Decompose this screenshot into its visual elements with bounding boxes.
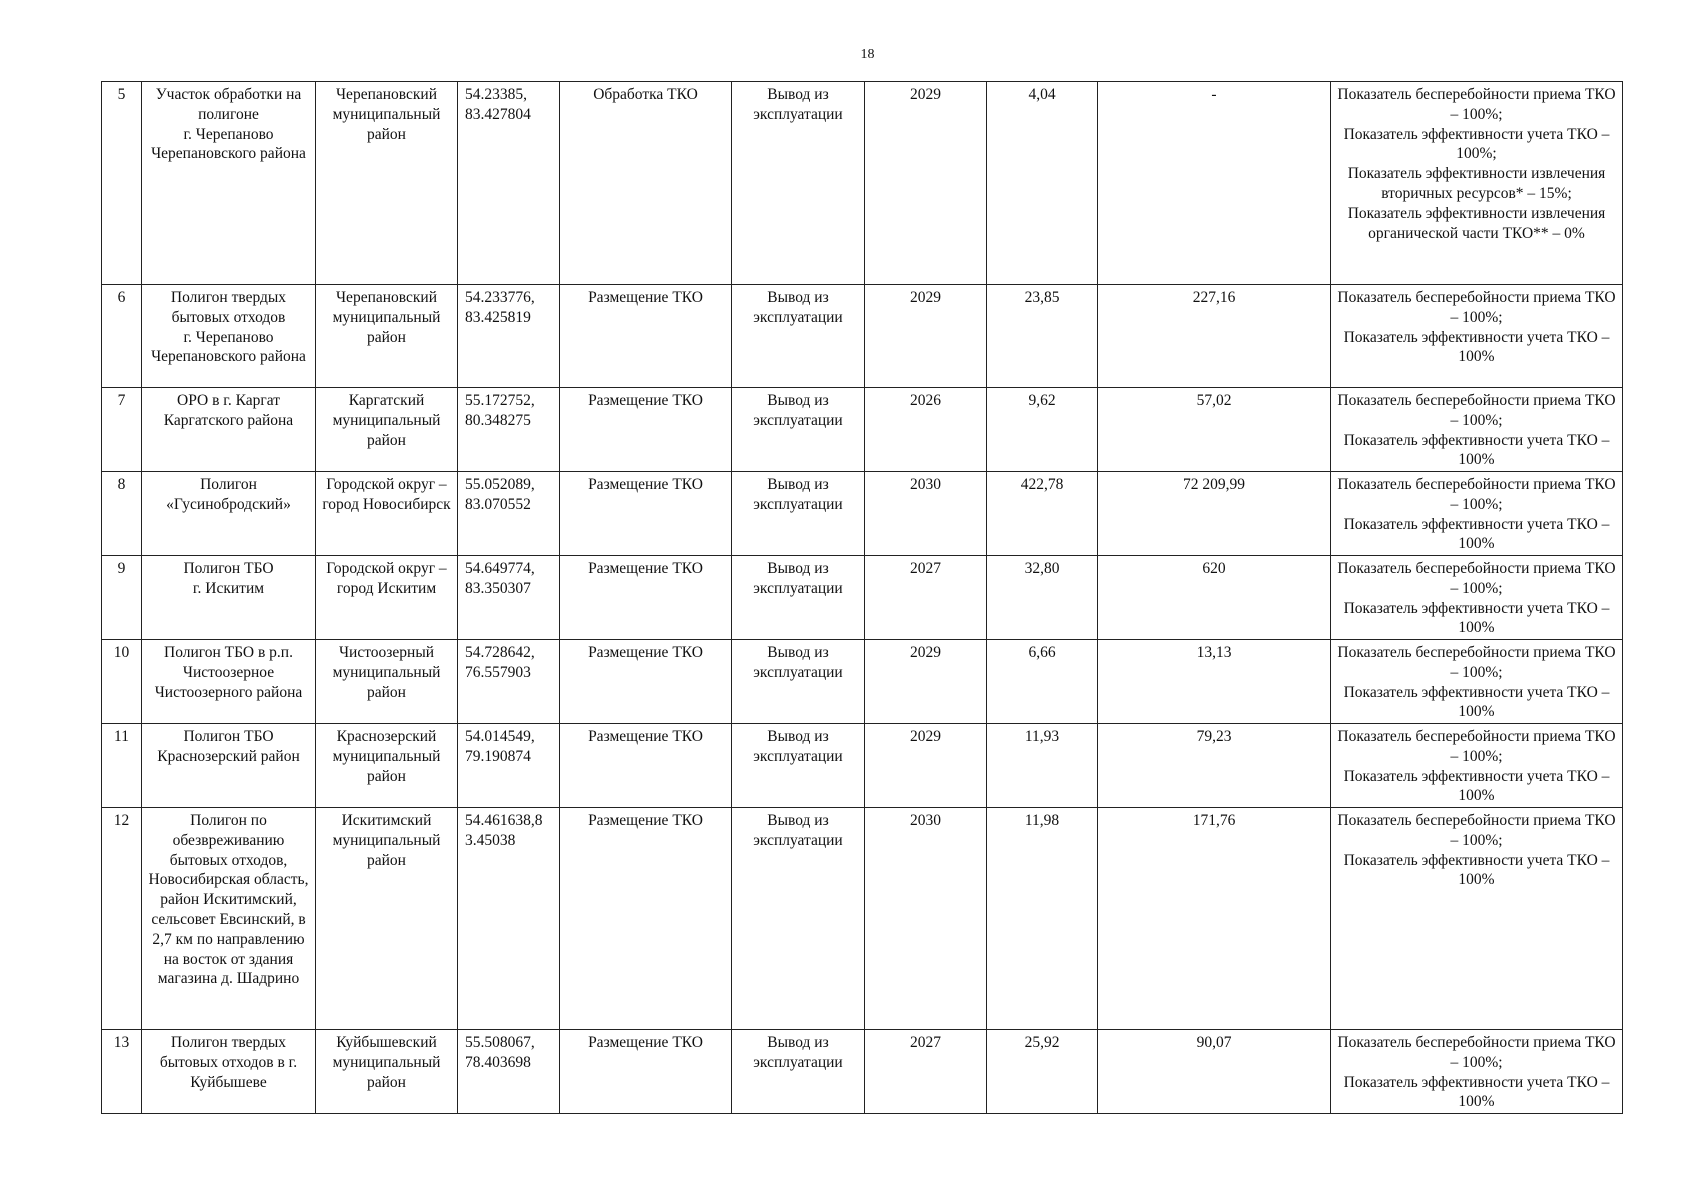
table-row [102, 285, 1623, 388]
facility-name: Полигон твердых бытовых отходов в г. Куйбышеве [142, 1030, 316, 1114]
indicators: Показатель бесперебойности приема ТКО – 100%; Показатель эффективности учета ТКО – 100% [1331, 285, 1623, 388]
table-row [102, 640, 1623, 724]
table-row [102, 1030, 1623, 1114]
row-number: 11 [102, 724, 142, 808]
activity-type: Размещение ТКО [560, 556, 732, 640]
planned-action: Вывод из эксплуатации [732, 640, 865, 724]
coordinates: 54.728642, 76.557903 [458, 640, 560, 724]
volume: 227,16 [1098, 285, 1331, 388]
volume: 57,02 [1098, 388, 1331, 472]
area: 4,04 [987, 82, 1098, 285]
indicators: Показатель бесперебойности приема ТКО – 100%; Показатель эффективности учета ТКО – 100% [1331, 640, 1623, 724]
volume: 171,76 [1098, 808, 1331, 1030]
activity-type: Размещение ТКО [560, 285, 732, 388]
volume: 72 209,99 [1098, 472, 1331, 556]
planned-action: Вывод из эксплуатации [732, 556, 865, 640]
row-number: 7 [102, 388, 142, 472]
year: 2026 [865, 388, 987, 472]
row-number: 12 [102, 808, 142, 1030]
municipality: Городской округ – город Новосибирск [316, 472, 458, 556]
facility-name: Полигон ТБО г. Искитим [142, 556, 316, 640]
coordinates: 54.014549, 79.190874 [458, 724, 560, 808]
planned-action: Вывод из эксплуатации [732, 808, 865, 1030]
municipality: Краснозерский муниципальный район [316, 724, 458, 808]
activity-type: Обработка ТКО [560, 82, 732, 285]
planned-action: Вывод из эксплуатации [732, 285, 865, 388]
table-row [102, 388, 1623, 472]
table-body [102, 82, 1623, 1114]
activity-type: Размещение ТКО [560, 724, 732, 808]
year: 2030 [865, 472, 987, 556]
facility-name: Полигон по обезвреживанию бытовых отходов, Новосибирская область, район Искитимский, сельсовет Евсинский, в 2,7 км по направлению на восток от здания магазина д. Шадрино [142, 808, 316, 1030]
year: 2029 [865, 82, 987, 285]
row-number: 8 [102, 472, 142, 556]
table-row [102, 808, 1623, 1030]
table-row [102, 556, 1623, 640]
coordinates: 55.508067, 78.403698 [458, 1030, 560, 1114]
area: 11,98 [987, 808, 1098, 1030]
municipality: Чистоозерный муниципальный район [316, 640, 458, 724]
facility-name: Полигон ТБО в р.п. Чистоозерное Чистоозерного района [142, 640, 316, 724]
planned-action: Вывод из эксплуатации [732, 472, 865, 556]
activity-type: Размещение ТКО [560, 388, 732, 472]
year: 2029 [865, 724, 987, 808]
indicators: Показатель бесперебойности приема ТКО – 100%; Показатель эффективности учета ТКО – 100% [1331, 472, 1623, 556]
activity-type: Размещение ТКО [560, 472, 732, 556]
municipality: Куйбышевский муниципальный район [316, 1030, 458, 1114]
volume: 13,13 [1098, 640, 1331, 724]
indicators: Показатель бесперебойности приема ТКО – 100%; Показатель эффективности учета ТКО – 100% [1331, 388, 1623, 472]
row-number: 6 [102, 285, 142, 388]
facility-name: ОРО в г. Каргат Каргатского района [142, 388, 316, 472]
year: 2029 [865, 640, 987, 724]
area: 6,66 [987, 640, 1098, 724]
facility-name: Полигон твердых бытовых отходов г. Черепаново Черепановского района [142, 285, 316, 388]
row-number: 13 [102, 1030, 142, 1114]
planned-action: Вывод из эксплуатации [732, 724, 865, 808]
activity-type: Размещение ТКО [560, 808, 732, 1030]
facility-name: Участок обработки на полигоне г. Черепаново Черепановского района [142, 82, 316, 285]
area: 32,80 [987, 556, 1098, 640]
activity-type: Размещение ТКО [560, 1030, 732, 1114]
area: 23,85 [987, 285, 1098, 388]
activity-type: Размещение ТКО [560, 640, 732, 724]
planned-action: Вывод из эксплуатации [732, 82, 865, 285]
indicators: Показатель бесперебойности приема ТКО – 100%; Показатель эффективности учета ТКО – 100% [1331, 1030, 1623, 1114]
municipality: Искитимский муниципальный район [316, 808, 458, 1030]
year: 2027 [865, 556, 987, 640]
municipality: Городской округ – город Искитим [316, 556, 458, 640]
row-number: 10 [102, 640, 142, 724]
facilities-table [101, 81, 1623, 1114]
area: 25,92 [987, 1030, 1098, 1114]
coordinates: 54.649774, 83.350307 [458, 556, 560, 640]
year: 2030 [865, 808, 987, 1030]
facility-name: Полигон «Гусинобродский» [142, 472, 316, 556]
planned-action: Вывод из эксплуатации [732, 1030, 865, 1114]
coordinates: 54.233776, 83.425819 [458, 285, 560, 388]
area: 11,93 [987, 724, 1098, 808]
year: 2027 [865, 1030, 987, 1114]
facility-name: Полигон ТБО Краснозерский район [142, 724, 316, 808]
area: 422,78 [987, 472, 1098, 556]
coordinates: 55.052089, 83.070552 [458, 472, 560, 556]
volume: 620 [1098, 556, 1331, 640]
row-number: 9 [102, 556, 142, 640]
municipality: Черепановский муниципальный район [316, 82, 458, 285]
volume: - [1098, 82, 1331, 285]
coordinates: 54.23385, 83.427804 [458, 82, 560, 285]
area: 9,62 [987, 388, 1098, 472]
row-number: 5 [102, 82, 142, 285]
table-row [102, 82, 1623, 285]
table-row [102, 472, 1623, 556]
indicators: Показатель бесперебойности приема ТКО – 100%; Показатель эффективности учета ТКО – 100% [1331, 808, 1623, 1030]
planned-action: Вывод из эксплуатации [732, 388, 865, 472]
table-row [102, 724, 1623, 808]
municipality: Каргатский муниципальный район [316, 388, 458, 472]
coordinates: 55.172752, 80.348275 [458, 388, 560, 472]
indicators: Показатель бесперебойности приема ТКО – 100%; Показатель эффективности учета ТКО – 100% [1331, 556, 1623, 640]
indicators: Показатель бесперебойности приема ТКО – 100%; Показатель эффективности учета ТКО – 100%; Показатель эффективности извлечения вторичных ресурсов* – 15%; Показатель эффективности извлечения органической части ТКО** – 0% [1331, 82, 1623, 285]
page-number: 18 [860, 47, 875, 62]
volume: 90,07 [1098, 1030, 1331, 1114]
municipality: Черепановский муниципальный район [316, 285, 458, 388]
indicators: Показатель бесперебойности приема ТКО – 100%; Показатель эффективности учета ТКО – 100% [1331, 724, 1623, 808]
volume: 79,23 [1098, 724, 1331, 808]
coordinates: 54.461638,8 3.45038 [458, 808, 560, 1030]
year: 2029 [865, 285, 987, 388]
